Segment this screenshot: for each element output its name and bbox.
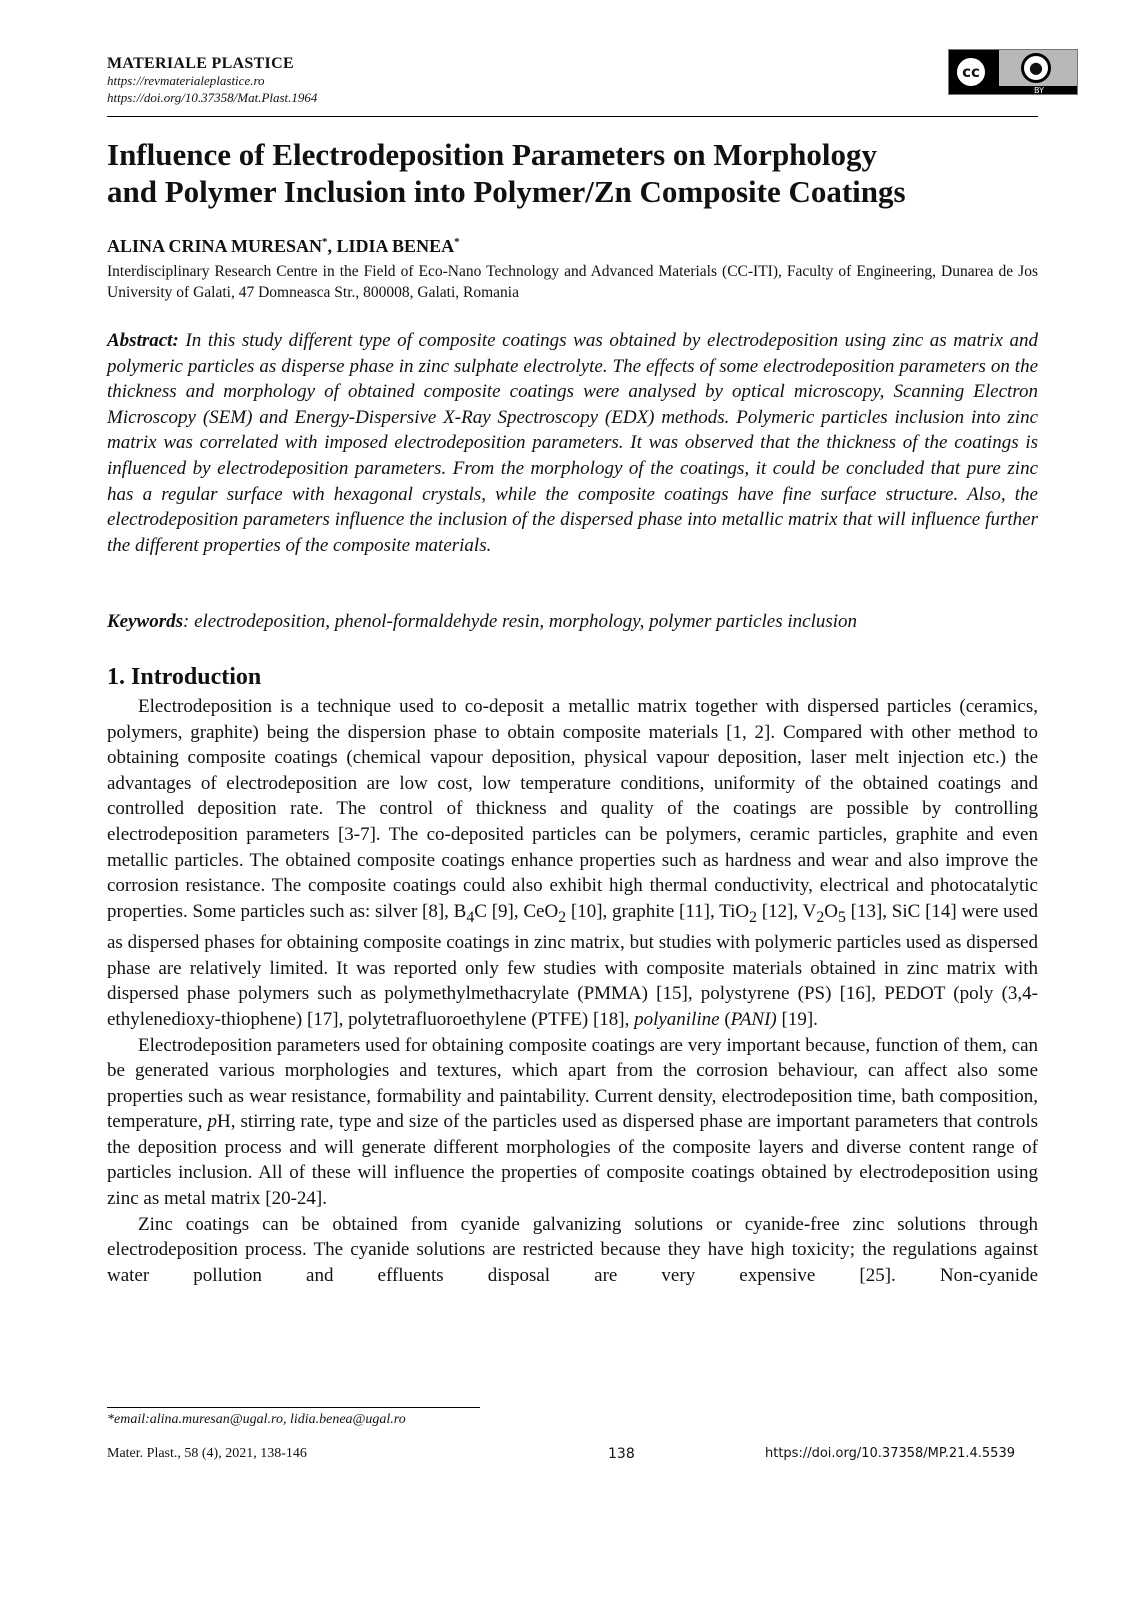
journal-url: https://revmaterialeplastice.ro — [107, 73, 265, 88]
author-1-mark: * — [322, 236, 328, 248]
text-run: [10], graphite [11], TiO — [566, 900, 750, 922]
paragraph-2 — [107, 1033, 1038, 1212]
text-run: O — [824, 900, 838, 922]
cc-icon: cc — [954, 55, 988, 89]
keywords-text: : electrodeposition, phenol-formaldehyde resin, morphology, polymer particles inclusion — [183, 611, 858, 632]
affiliation: Interdisciplinary Research Centre in the Field of Eco-Nano Technology and Advanced Materials (CC-ITI), Faculty of Engineering, Dunarea de Jos University of Galati, 47 Domneasca Str., 800008, Galati, Romania — [107, 263, 1038, 301]
title-line-1: Influence of Electrodeposition Parameters on Morphology — [107, 137, 878, 172]
subscript: 2 — [749, 908, 758, 926]
text-run: [19]. — [776, 1008, 818, 1030]
text-run: C [9], CeO — [474, 900, 559, 922]
keywords — [107, 611, 1038, 633]
abstract-text: In this study different type of composite coatings was obtained by electrodeposition using zinc as matrix and polymeric particles as disperse phase in zinc sulphate electrolyte. The effects of some electrodeposition parameters on the thickness and morphology of obtained composite coatings were analysed by optical microscopy, Scanning Electron Microscopy (SEM) and Energy-Dispersive X-Ray Spectroscopy (EDX) methods. Polymeric particles inclusion into zinc matrix was correlated with imposed electrodeposition parameters. It was observed that the thickness of the coatings is influenced by electrodeposition parameters. From the morphology of the coatings, it could be concluded that pure zinc has a regular surface with hexagonal crystals, while the composite coatings have fine surface structure. Also, the electrodeposition parameters influence the inclusion of the dispersed phase into metallic matrix that will influence further the different properties of the composite materials. — [107, 330, 1038, 556]
paragraph-3: Zinc coatings can be obtained from cyanide galvanizing solutions or cyanide-free zinc solutions through electrodeposition process. The cyanide solutions are restricted because they have high toxicity; the regulations against water pollution and effluents disposal are very expensive [25]. Non-cyanide — [107, 1213, 1038, 1286]
author-separator: , — [327, 236, 337, 256]
abstract — [107, 328, 1038, 558]
by-label: BY — [999, 86, 1078, 95]
footer-doi: https://doi.org/10.37358/MP.21.4.5539 — [765, 1446, 1015, 1461]
text-run: [12], V — [757, 900, 817, 922]
text-run: Electrodeposition parameters used for obtaining composite coatings are very important because, function of them, can be generated various morphologies and textures, which apart from the corrosion behaviour, can affect also some properties such as wear resistance, formability and paintability. Current density, electrodeposition time, bath composition, temperature, — [107, 1034, 1038, 1133]
authors — [107, 236, 460, 257]
subscript: 4 — [466, 908, 475, 926]
keywords-label: Keywords — [107, 611, 183, 632]
paragraph-1 — [107, 694, 1038, 1033]
text-run: ( — [719, 1008, 731, 1030]
journal-doi: https://doi.org/10.37358/Mat.Plast.1964 — [107, 90, 318, 105]
italic-run: PANI) — [730, 1008, 777, 1030]
text-run: [13], SiC [14] were used as dispersed phases for obtaining composite coatings in zinc matrix, but studies with polymeric particles used as dispersed phase are relatively limited. It was reported only few studies with composite materials obtained in zinc matrix with dispersed phase polymers such as polymethylmethacrylate (PMMA) [15], polystyrene (PS) [16], PEDOT (poly (3,4-ethylenedioxy-thiophene) [17], polytetrafluoroethylene (PTFE) [18], — [107, 900, 1038, 1030]
section-body — [107, 694, 1038, 1288]
author-2-mark: * — [454, 236, 460, 248]
italic-run: polyaniline — [634, 1008, 720, 1030]
italic-run: p — [207, 1111, 218, 1133]
title-line-2: and Polymer Inclusion into Polymer/Zn Composite Coatings — [107, 174, 906, 209]
page-number: 138 — [608, 1446, 635, 1462]
abstract-label: Abstract: — [107, 330, 179, 351]
attribution-person-icon: ● — [1021, 53, 1051, 83]
cc-logo-block — [949, 50, 999, 95]
section-heading: 1. Introduction — [107, 664, 262, 690]
text-run: Electrodeposition is a technique used to co-deposit a metallic matrix together with dispersed particles (ceramics, polymers, graphite) being the dispersion phase to obtain composite materials [1, 2]. Compared with other method to obtaining composite coatings (chemical vapour deposition, physical vapour deposition, laser melt injection etc.) the advantages of electrodeposition are low cost, low temperature conditions, uniformity of the obtained coatings and controlled deposition rate. The control of thickness and quality of the coatings are possible by controlling electrodeposition parameters [3-7]. The co-deposited particles can be polymers, ceramic particles, graphite and even metallic particles. The obtained composite coatings enhance properties such as hardness and wear and also improve the corrosion resistance. The composite coatings could also exhibit high thermal conductivity, electrical and photocatalytic properties. Some particles such as: silver [8], B — [107, 696, 1038, 922]
author-1: ALINA CRINA MURESAN — [107, 236, 323, 256]
text-run: H, stirring rate, type and size of the particles used as dispersed phase are important parameters that controls the deposition process and will generate different morphologies of the composite layers and diverse content range of particles inclusion. All of these will influence the properties of composite coatings obtained by electrodeposition using zinc as metal matrix [20-24]. — [107, 1111, 1038, 1210]
subscript: 2 — [816, 908, 825, 926]
paper-title — [107, 136, 1038, 210]
journal-name: MATERIALE PLASTICE — [107, 55, 294, 72]
creative-commons-by-icon — [948, 49, 1078, 95]
footnote-email: *email:alina.muresan@ugal.ro, lidia.benea@ugal.ro — [107, 1412, 406, 1427]
journal-header — [107, 55, 317, 106]
subscript: 5 — [837, 908, 846, 926]
author-2: LIDIA BENEA — [336, 236, 455, 256]
header-divider — [107, 116, 1038, 117]
subscript: 2 — [558, 908, 567, 926]
footnote-divider — [107, 1407, 480, 1408]
footer-citation: Mater. Plast., 58 (4), 2021, 138-146 — [107, 1446, 307, 1461]
